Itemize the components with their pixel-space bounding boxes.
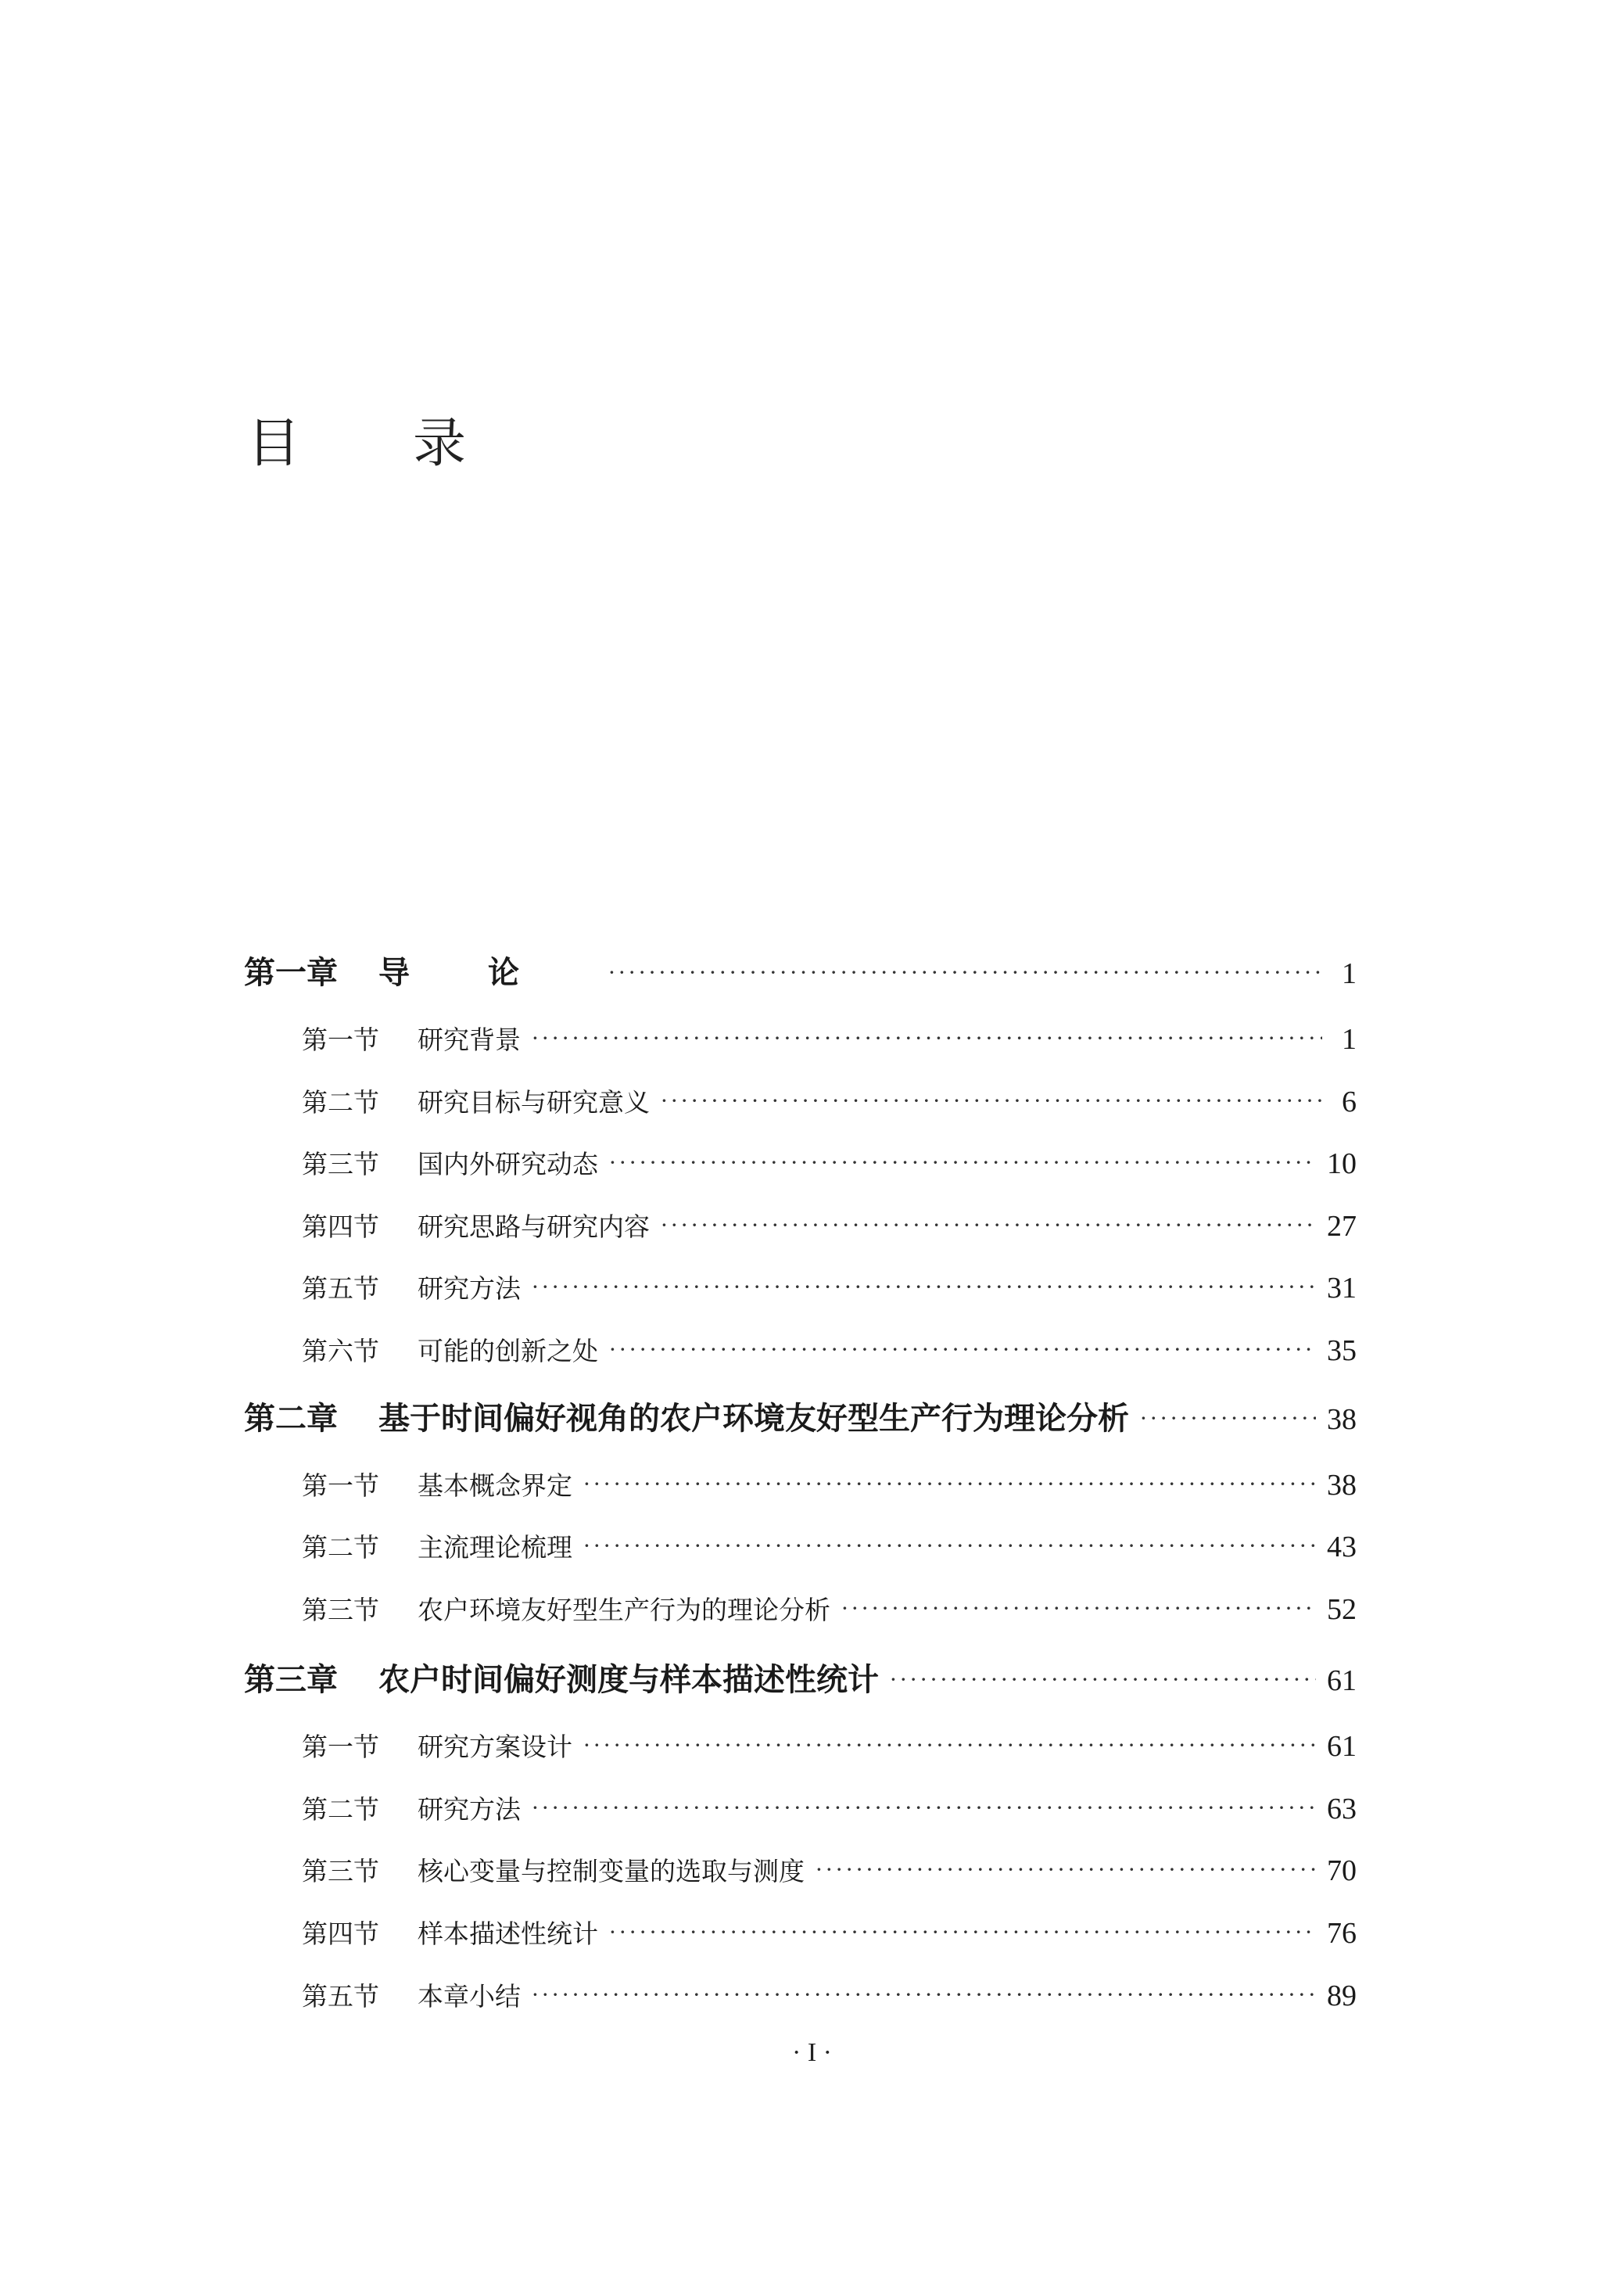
toc-page-number: 61 bbox=[1327, 1730, 1357, 1763]
toc-chapter-title: 农户时间偏好测度与样本描述性统计 bbox=[378, 1661, 879, 1698]
toc-section-label: 第二节 bbox=[302, 1087, 379, 1118]
toc-section-title: 农户环境友好型生产行为的理论分析 bbox=[418, 1595, 830, 1625]
toc-page-number: 43 bbox=[1327, 1531, 1357, 1563]
toc-section-label: 第一节 bbox=[302, 1732, 379, 1762]
toc-section-label: 第三节 bbox=[302, 1149, 379, 1179]
toc-section-label: 第一节 bbox=[302, 1025, 379, 1055]
toc-section-label: 第二节 bbox=[302, 1532, 379, 1563]
toc-page-number: 61 bbox=[1327, 1664, 1357, 1697]
page-title-char-2: 录 bbox=[413, 413, 467, 475]
toc-section-2-3[interactable] bbox=[302, 1590, 1357, 1628]
toc-chapter-2[interactable] bbox=[244, 1394, 1357, 1437]
toc-section-label: 第四节 bbox=[302, 1918, 379, 1949]
toc-section-3-1[interactable] bbox=[302, 1727, 1357, 1764]
toc-section-3-2[interactable] bbox=[302, 1789, 1357, 1827]
toc-page-number: 70 bbox=[1327, 1854, 1357, 1887]
toc-dot-leader bbox=[532, 1025, 1322, 1051]
toc-dot-leader bbox=[841, 1595, 1316, 1621]
toc-page-number: 6 bbox=[1342, 1086, 1357, 1118]
toc-section-2-1[interactable] bbox=[302, 1466, 1357, 1503]
toc-dot-leader bbox=[583, 1732, 1316, 1758]
toc-page-number: 76 bbox=[1327, 1917, 1357, 1950]
toc-section-title: 基本概念界定 bbox=[418, 1470, 572, 1501]
toc-section-label: 第四节 bbox=[302, 1211, 379, 1242]
toc-chapter-label: 第一章 bbox=[244, 954, 338, 991]
toc-section-title: 研究方法 bbox=[418, 1794, 521, 1825]
toc-dot-leader bbox=[532, 1274, 1316, 1300]
toc-section-title: 样本描述性统计 bbox=[418, 1918, 598, 1949]
toc-page-number: 52 bbox=[1327, 1593, 1357, 1626]
toc-section-title: 研究目标与研究意义 bbox=[418, 1087, 650, 1118]
toc-section-title: 主流理论梳理 bbox=[418, 1532, 572, 1563]
toc-dot-leader bbox=[816, 1857, 1316, 1883]
toc-page-number: 1 bbox=[1342, 957, 1357, 990]
page-title-char-1: 目 bbox=[247, 413, 301, 475]
toc-dot-leader bbox=[608, 960, 1322, 985]
toc-page-number: 27 bbox=[1327, 1210, 1357, 1243]
toc-section-2-2[interactable] bbox=[302, 1527, 1357, 1565]
toc-chapter-1[interactable] bbox=[244, 948, 1357, 992]
toc-section-label: 第二节 bbox=[302, 1794, 379, 1825]
toc-section-title: 研究背景 bbox=[418, 1025, 521, 1055]
toc-section-title: 本章小结 bbox=[418, 1981, 521, 2012]
toc-section-title: 可能的创新之处 bbox=[418, 1336, 598, 1366]
toc-chapter-label: 第二章 bbox=[244, 1400, 338, 1437]
toc-dot-leader bbox=[532, 1982, 1316, 2008]
toc-section-3-4[interactable] bbox=[302, 1914, 1357, 1951]
toc-section-title: 研究方法 bbox=[418, 1273, 521, 1304]
toc-section-3-5[interactable] bbox=[302, 1976, 1357, 2014]
toc-section-1-1[interactable] bbox=[302, 1020, 1357, 1057]
toc-section-label: 第五节 bbox=[302, 1273, 379, 1304]
toc-page-number: 63 bbox=[1327, 1793, 1357, 1825]
toc-dot-leader bbox=[1140, 1405, 1316, 1431]
toc-section-title: 研究思路与研究内容 bbox=[418, 1211, 650, 1242]
page-title bbox=[247, 413, 466, 476]
toc-page-number: 38 bbox=[1327, 1469, 1357, 1502]
toc-section-1-6[interactable] bbox=[302, 1331, 1357, 1369]
toc-section-label: 第一节 bbox=[302, 1470, 379, 1501]
toc-section-1-2[interactable] bbox=[302, 1082, 1357, 1120]
toc-section-1-5[interactable] bbox=[302, 1269, 1357, 1306]
toc-page-number: 1 bbox=[1342, 1023, 1357, 1056]
toc-dot-leader bbox=[661, 1088, 1322, 1114]
toc-dot-leader bbox=[890, 1667, 1316, 1692]
toc-dot-leader bbox=[583, 1471, 1316, 1497]
toc-section-label: 第五节 bbox=[302, 1981, 379, 2012]
toc-dot-leader bbox=[609, 1919, 1316, 1945]
toc-section-label: 第三节 bbox=[302, 1856, 379, 1886]
page-number: · I · bbox=[792, 2038, 832, 2067]
toc-section-1-3[interactable] bbox=[302, 1144, 1357, 1182]
toc-dot-leader bbox=[609, 1150, 1316, 1175]
toc-page-number: 89 bbox=[1327, 1979, 1357, 2012]
toc-dot-leader bbox=[583, 1533, 1316, 1559]
toc-chapter-label: 第三章 bbox=[244, 1661, 338, 1698]
toc-section-3-3[interactable] bbox=[302, 1851, 1357, 1889]
toc-section-label: 第六节 bbox=[302, 1336, 379, 1366]
toc-section-title: 研究方案设计 bbox=[418, 1732, 572, 1762]
toc-page-number: 35 bbox=[1327, 1334, 1357, 1367]
toc-chapter-3[interactable] bbox=[244, 1655, 1357, 1699]
toc-dot-leader bbox=[609, 1337, 1316, 1362]
toc-page-number: 38 bbox=[1327, 1403, 1357, 1436]
toc-chapter-title: 基于时间偏好视角的农户环境友好型生产行为理论分析 bbox=[378, 1400, 1129, 1437]
toc-section-1-4[interactable] bbox=[302, 1207, 1357, 1244]
toc-page-number: 10 bbox=[1327, 1147, 1357, 1180]
toc-dot-leader bbox=[661, 1212, 1316, 1238]
toc-dot-leader bbox=[532, 1795, 1316, 1821]
toc-page-number: 31 bbox=[1327, 1272, 1357, 1305]
toc-chapter-title: 导论 bbox=[378, 954, 597, 991]
toc-section-title: 国内外研究动态 bbox=[418, 1149, 598, 1179]
toc-section-title: 核心变量与控制变量的选取与测度 bbox=[418, 1856, 805, 1886]
toc-section-label: 第三节 bbox=[302, 1595, 379, 1625]
